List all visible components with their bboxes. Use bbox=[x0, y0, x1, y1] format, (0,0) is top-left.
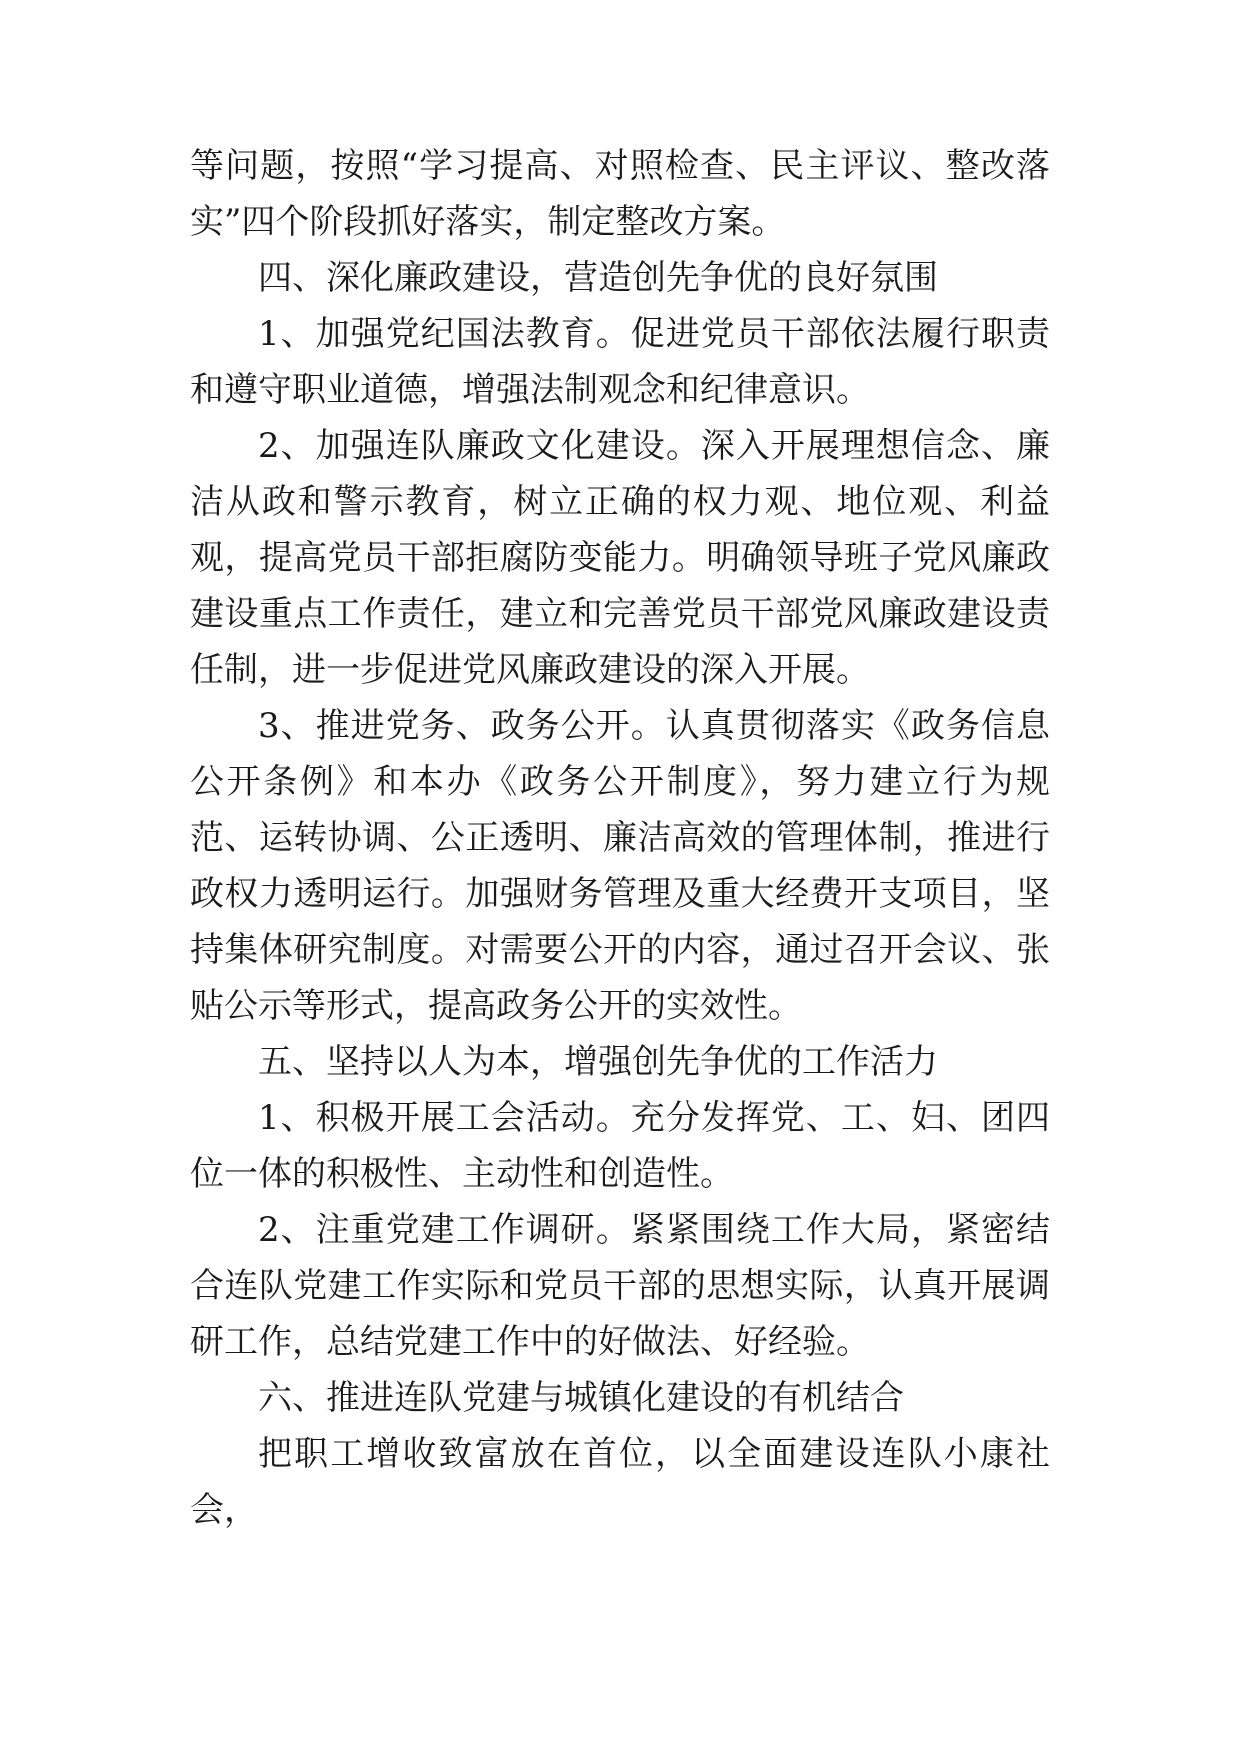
section-heading-5: 五、坚持以人为本，增强创先争优的工作活力 bbox=[258, 1042, 938, 1082]
paragraph-4-1: 1、加强党纪国法教育。促进党员干部依法履行职责和遵守职业道德，增强法制观念和纪律意识。 bbox=[190, 314, 1050, 410]
paragraph-6-intro: 把职工增收致富放在首位，以全面建设连队小康社会， bbox=[190, 1434, 1050, 1530]
paragraph-5-2: 2、注重党建工作调研。紧紧围绕工作大局，紧密结合连队党建工作实际和党员干部的思想实际，认真开展调研工作，总结党建工作中的好做法、好经验。 bbox=[190, 1210, 1050, 1362]
paragraph-4-2: 2、加强连队廉政文化建设。深入开展理想信念、廉洁从政和警示教育，树立正确的权力观、地位观、利益观，提高党员干部拒腐防变能力。明确领导班子党风廉政建设重点工作责任，建立和完善党员干部党风廉政建设责任制，进一步促进党风廉政建设的深入开展。 bbox=[190, 426, 1050, 690]
section-heading-6: 六、推进连队党建与城镇化建设的有机结合 bbox=[258, 1378, 904, 1418]
paragraph-continuation: 等问题，按照“学习提高、对照检查、民主评议、整改落实”四个阶段抓好落实，制定整改方案。 bbox=[190, 146, 1050, 242]
paragraph-4-3: 3、推进党务、政务公开。认真贯彻落实《政务信息公开条例》和本办《政务公开制度》，努力建立行为规范、运转协调、公正透明、廉洁高效的管理体制，推进行政权力透明运行。加强财务管理及重大经费开支项目，坚持集体研究制度。对需要公开的内容，通过召开会议、张贴公示等形式，提高政务公开的实效性。 bbox=[190, 706, 1050, 1026]
paragraph-5-1: 1、积极开展工会活动。充分发挥党、工、妇、团四位一体的积极性、主动性和创造性。 bbox=[190, 1098, 1050, 1194]
section-heading-4: 四、深化廉政建设，营造创先争优的良好氛围 bbox=[258, 258, 938, 298]
document-body bbox=[190, 138, 1050, 1538]
